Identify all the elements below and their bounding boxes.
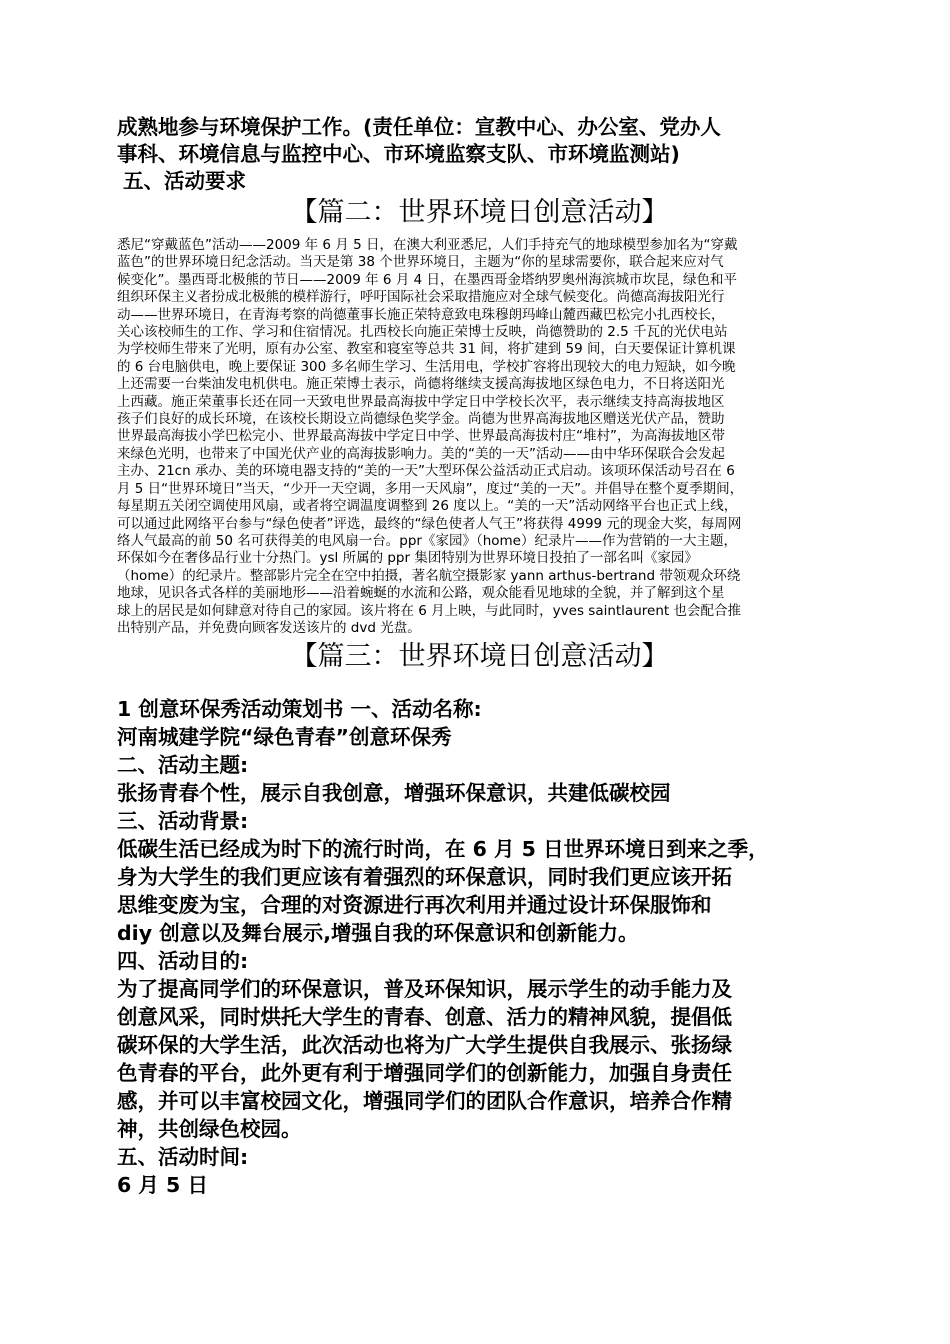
intro-line-1: 成熟地参与环境保护工作。(责任单位：宣教中心、办公室、党办人 [117, 115, 721, 139]
body-line: 环保如今在奢侈品行业十分热门。ysl 所属的 ppr 集团特别为世界环境日投拍了一部名叫《家园》 [117, 550, 698, 567]
plan-line: 碳环保的大学生活，此次活动也将为广大学生提供自我展示、张扬绿 [117, 1033, 732, 1058]
plan-line: 思维变废为宝，合理的对资源进行再次利用并通过设计环保服饰和 [117, 893, 712, 918]
body-line: 可以通过此网络平台参与“绿色使者”评选，最终的“绿色使者人气王”将获得 4999 元的现金大奖，每周网 [117, 515, 742, 532]
plan-line: 河南城建学院“绿色青春”创意环保秀 [117, 725, 452, 750]
body-line: 出特别产品，并免费向顾客发送该片的 dvd 光盘。 [117, 619, 421, 636]
body-line: 月 5 日“世界环境日”当天，“少开一天空调，多用一天风扇”，度过“美的一天”。并倡导在整个夏季期间， [117, 480, 744, 497]
body-line: 主办、21cn 承办、美的环境电器支持的“美的一天”大型环保公益活动正式启动。该项环保活动号召在 6 [117, 463, 735, 480]
plan-heading: 四、活动目的: [117, 949, 249, 974]
body-line: 动——世界环境日，在青海考察的尚德董事长施正荣特意致电珠穆朗玛峰山麓西藏巴松完小扎西校长， [117, 306, 725, 323]
body-line: 关心该校师生的工作、学习和住宿情况。扎西校长向施正荣博士反映，尚德赞助的 2.5 千瓦的光伏电站 [117, 324, 728, 341]
body-line: 的 6 台电脑供电，晚上要保证 300 多名师生学习、生活用电，学校扩容将出现较大的电力短缺，如今晚 [117, 358, 736, 375]
body-line: 孩子们良好的成长环境，在该校长期设立尚德绿色奖学金。尚德为世界高海拔地区赠送光伏产品，赞助 [117, 411, 725, 428]
body-line: 世界最高海拔小学巴松完小、世界最高海拔中学定日中学、世界最高海拔村庄“堆村”，为高海拔地区带 [117, 428, 725, 445]
plan-line: 创意风采，同时烘托大学生的青春、创意、活力的精神风貌，提倡低 [117, 1005, 732, 1030]
body-line: 络人气最高的前 50 名可获得美的电风扇一台。ppr《家园》（home）纪录片——作为营销的一大主题， [117, 532, 737, 549]
body-line: 球上的居民是如何肆意对待自己的家园。该片将在 6 月上映，与此同时，yves saintlaurent 也会配合推 [117, 602, 741, 619]
chapter-2-body [117, 237, 842, 637]
plan-line: 1 创意环保秀活动策划书 一、活动名称: [117, 697, 482, 722]
body-line: 每星期五关闭空调使用风扇，或者将空调温度调整到 26 度以上。“美的一天”活动网络平台也正式上线， [117, 498, 738, 515]
plan-heading: 三、活动背景: [117, 809, 249, 834]
body-line: 为学校师生带来了光明，原有办公室、教室和寝室等总共 31 间，将扩建到 59 间，白天要保证计算机课 [117, 341, 736, 358]
chapter-3-body [117, 695, 842, 1199]
body-line: 上西藏。施正荣董事长还在同一天致电世界最高海拔中学定日中学校长次平，表示继续支持高海拔地区 [117, 393, 725, 410]
plan-line: 感，并可以丰富校园文化，增强同学们的团队合作意识，培养合作精 [117, 1089, 732, 1114]
plan-line: 为了提高同学们的环保意识，普及环保知识，展示学生的动手能力及 [117, 977, 732, 1002]
plan-heading: 二、活动主题: [117, 753, 249, 778]
plan-line: 色青春的平台，此外更有利于增强同学们的创新能力，加强自身责任 [117, 1061, 732, 1086]
body-line: 候变化”。墨西哥北极熊的节日——2009 年 6 月 4 日，在墨西哥金塔纳罗奥州海滨城市坎昆，绿色和平 [117, 271, 737, 288]
plan-line: diy 创意以及舞台展示,增强自我的环保意识和创新能力。 [117, 921, 639, 946]
intro-line-2: 事科、环境信息与监控中心、市环境监察支队、市环境监测站) [117, 142, 680, 166]
plan-line: 张扬青春个性，展示自我创意，增强环保意识，共建低碳校园 [117, 781, 671, 806]
plan-line: 6 月 5 日 [117, 1173, 208, 1198]
plan-line: 神，共创绿色校园。 [117, 1117, 302, 1142]
body-line: 悉尼“穿戴蓝色”活动——2009 年 6 月 5 日，在澳大利亚悉尼，人们手持充气的地球模型参加名为“穿戴 [117, 237, 738, 253]
plan-line: 低碳生活已经成为时下的流行时尚，在 6 月 5 日世界环境日到来之季， [117, 837, 769, 862]
chapter-3-title: 【篇三：世界环境日创意活动】 [290, 641, 669, 673]
plan-line: 身为大学生的我们更应该有着强烈的环保意识，同时我们更应该开拓 [117, 865, 732, 890]
body-line: （home）的纪录片。整部影片完全在空中拍摄，著名航空摄影家 yann arthus-bertrand 带领观众环绕 [117, 567, 741, 584]
body-line: 组织环保主义者扮成北极熊的模样游行，呼吁国际社会采取措施应对全球气候变化。尚德高海拔阳光行 [117, 289, 725, 306]
section-heading-requirements: 五、活动要求 [123, 169, 246, 193]
plan-heading: 五、活动时间: [117, 1145, 249, 1170]
body-line: 地球，见识各式各样的美丽地形——沿着蜿蜒的水流和公路，观众能看见地球的全貌，并了解到这个星 [117, 585, 725, 602]
body-line: 蓝色”的世界环境日纪念活动。当天是第 38 个世界环境日，主题为“你的星球需要你，联合起来应对气 [117, 254, 724, 271]
document-content [117, 114, 842, 1199]
body-line: 来绿色光明，也带来了中国光伏产业的高海拔影响力。美的“美的一天”活动——由中华环保联合会发起 [117, 445, 725, 462]
chapter-2-title: 【篇二：世界环境日创意活动】 [290, 197, 669, 228]
body-line: 上还需要一台柴油发电机供电。施正荣博士表示，尚德将继续支援高海拔地区绿色电力，不日将送阳光 [117, 376, 725, 393]
